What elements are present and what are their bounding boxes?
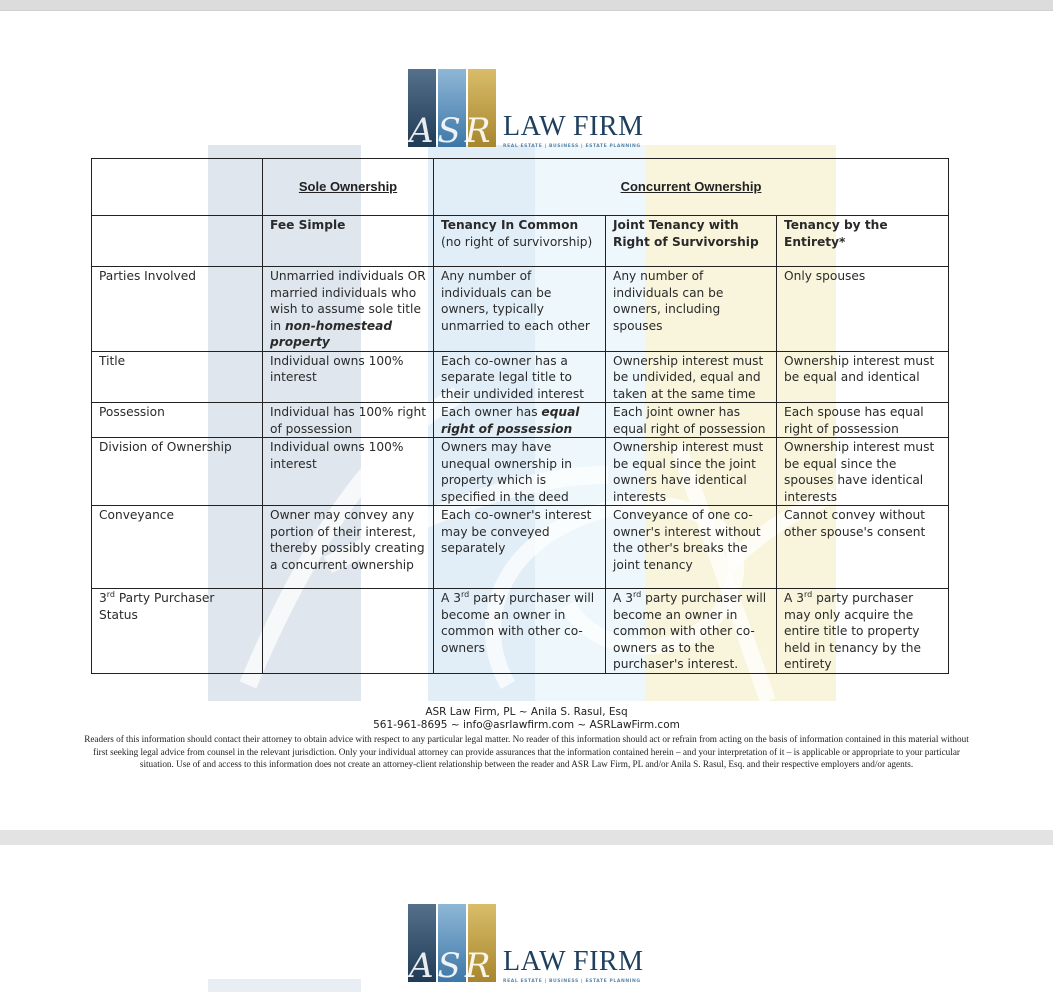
cell-fee-simple: Owner may convey any portion of their interest, thereby possibly creating a concurrent ownership [263, 506, 434, 589]
group-header-concurrent: Concurrent Ownership [434, 159, 949, 216]
cell-tic: Owners may have unequal ownership in property which is specified in the deed [434, 438, 606, 506]
cell-jtwros: Conveyance of one co-owner's interest without the other's breaks the joint tenancy [606, 506, 777, 589]
column-header-row [92, 216, 949, 267]
row-label: Possession [92, 403, 263, 438]
footer-firm-line: ASR Law Firm, PL ~ Anila S. Rasul, Esq [425, 706, 628, 718]
col-title: Joint Tenancy with Right of Survivorship [613, 218, 759, 249]
cell-tic: Each co-owner has a separate legal title to their undivided interest [434, 351, 606, 403]
empty-corner-cell [92, 159, 263, 216]
group-header-sole: Sole Ownership [263, 159, 434, 216]
cell-tbe: Each spouse has equal right of possession [777, 403, 949, 438]
logo-initials: ASR [409, 946, 495, 986]
cell-text: party purchaser will become an owner in common with other co-owners [441, 591, 595, 655]
group-header-row [92, 159, 949, 216]
cell-text: Unmarried individuals OR married individuals who wish to assume sole title in [270, 269, 426, 333]
document-page-1 [0, 11, 1053, 830]
row-label [92, 589, 263, 674]
cell-jtwros: Ownership interest must be undivided, equal and taken at the same time [606, 351, 777, 403]
cell-tic [434, 403, 606, 438]
watermark-band-slate [208, 979, 361, 992]
table-row [92, 589, 949, 674]
cell-tbe: Cannot convey without other spouse's consent [777, 506, 949, 589]
cell-tbe: Only spouses [777, 267, 949, 352]
cell-text: A 3 [784, 591, 804, 605]
cell-fee-simple: Individual owns 100% interest [263, 438, 434, 506]
table-row [92, 351, 949, 403]
document-page-2 [0, 845, 1053, 992]
logo-name: LAW FIRM [503, 111, 644, 142]
footer-contact-line: 561-961-8695 ~ info@asrlawfirm.com ~ ASRLawFirm.com [373, 719, 680, 731]
col-title: Fee Simple [270, 218, 346, 232]
cell-fee-simple [263, 267, 434, 352]
cell-jtwros [606, 589, 777, 674]
logo-tagline: REAL ESTATE | BUSINESS | ESTATE PLANNING [503, 979, 641, 984]
cell-fee-simple: Individual owns 100% interest [263, 351, 434, 403]
cell-text: A 3 [441, 591, 461, 605]
cell-tbe [777, 589, 949, 674]
table-row [92, 438, 949, 506]
col-header-tenancy-entirety [777, 216, 949, 267]
cell-tic: Any number of individuals can be owners, typically unmarried to each other [434, 267, 606, 352]
row-label: Division of Ownership [92, 438, 263, 506]
logo-tagline: REAL ESTATE | BUSINESS | ESTATE PLANNING [503, 144, 641, 149]
firm-logo [403, 69, 663, 159]
superscript: rd [803, 589, 813, 599]
page-footer [80, 706, 973, 771]
cell-fee-simple: Individual has 100% right of possession [263, 403, 434, 438]
cell-text: party purchaser may only acquire the entire title to property held in tenancy by the entirety [784, 591, 922, 671]
superscript: rd [460, 589, 470, 599]
row-label: Title [92, 351, 263, 403]
cell-emphasis: non-homestead property [270, 318, 393, 349]
cell-emphasis: equal right of possession [441, 405, 580, 436]
col-title: Tenancy In Common [441, 218, 579, 232]
firm-logo [403, 904, 663, 992]
logo-name: LAW FIRM [503, 946, 644, 977]
col-header-joint-tenancy [606, 216, 777, 267]
cell-text: Each owner has [441, 405, 542, 419]
cell-tic [434, 589, 606, 674]
table-row [92, 403, 949, 438]
col-title: Tenancy by the Entirety* [784, 218, 888, 249]
cell-fee-simple [263, 589, 434, 674]
col-header-fee-simple [263, 216, 434, 267]
col-subtitle: (no right of survivorship) [441, 234, 593, 249]
ownership-comparison-table [91, 158, 949, 674]
cell-jtwros: Each joint owner has equal right of possession [606, 403, 777, 438]
cell-text: A 3 [613, 591, 633, 605]
footer-disclaimer: Readers of this information should contact their attorney to obtain advice with respect to any particular legal matter. No reader of this information should act or refrain from acting on the basis of information contained in this material without first seeking legal advice from counsel in the relevant jurisdiction. Only your individual attorney can provide assurances that the information contained herein – and your interpretation of it – is applicable or appropriate to your particular situation. Use of and access to this information does not create an attorney-client relationship between the reader and ASR Law Firm, PL and/or Anila S. Rasul, Esq. and their respective employers and/or agents. [84, 734, 969, 769]
cell-tic: Each co-owner's interest may be conveyed separately [434, 506, 606, 589]
superscript: rd [632, 589, 642, 599]
cell-jtwros: Any number of individuals can be owners, including spouses [606, 267, 777, 352]
superscript: rd [106, 589, 115, 599]
empty-header-cell [92, 216, 263, 267]
cell-text: Party Purchaser Status [99, 591, 215, 622]
logo-initials: ASR [409, 111, 495, 151]
cell-jtwros: Ownership interest must be equal since the joint owners have identical interests [606, 438, 777, 506]
row-label: Parties Involved [92, 267, 263, 352]
table-row [92, 267, 949, 352]
cell-text: party purchaser will become an owner in common with other co-owners as to the purchaser's interest. [613, 591, 767, 671]
col-header-tenancy-in-common [434, 216, 606, 267]
cell-text: 3 [99, 591, 107, 605]
cell-tbe: Ownership interest must be equal since the spouses have identical interests [777, 438, 949, 506]
table-row [92, 506, 949, 589]
cell-tbe: Ownership interest must be equal and identical [777, 351, 949, 403]
viewer-top-bar [0, 0, 1053, 11]
row-label: Conveyance [92, 506, 263, 589]
